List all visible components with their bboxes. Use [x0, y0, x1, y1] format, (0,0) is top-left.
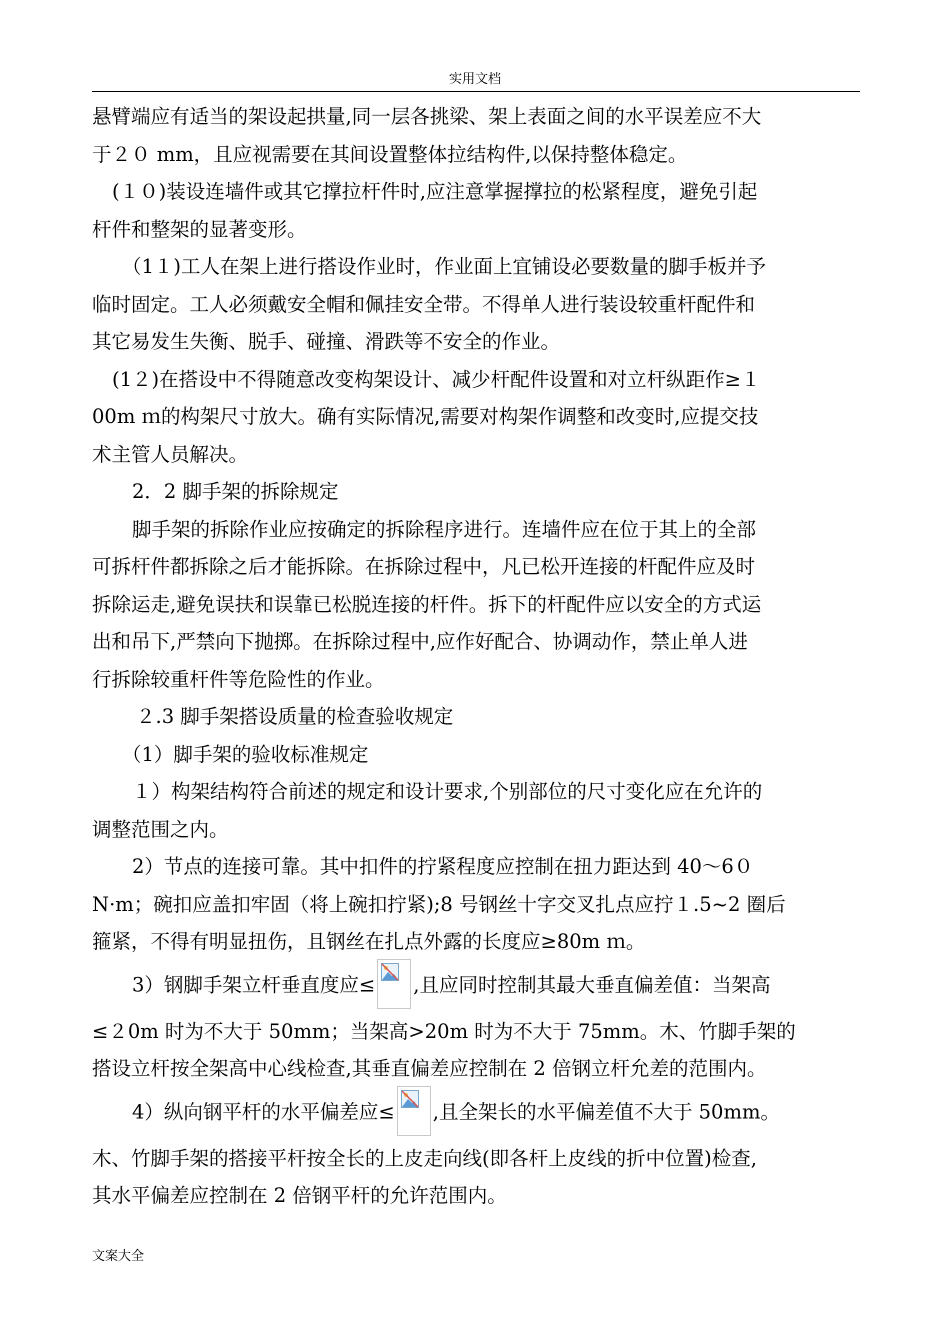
page-footer: 文案大全	[92, 1249, 145, 1264]
text-line-with-formula	[92, 961, 862, 1013]
page-header: 实用文档	[448, 72, 501, 87]
text-line: 于２０ mm，且应视需要在其间设置整体拉结构件,以保持整体稳定。	[92, 142, 688, 166]
text-line: 拆除运走,避免误扶和误靠已松脱连接的杆件。拆下的杆配件应以安全的方式运	[92, 592, 762, 616]
text-line: 悬臂端应有适当的架设起拱量,同一层各挑梁、架上表面之间的水平误差应不大	[92, 105, 762, 128]
text-line: 搭设立杆按全架高中心线检查,其垂直偏差应控制在 2 倍钢立杆允差的范围内。	[92, 1057, 767, 1080]
header-divider	[92, 91, 860, 92]
text-line: N·m；碗扣应盖扣牢固（将上碗扣拧紧);8 号钢丝十字交叉扎点应拧１.5~2 圈后	[92, 892, 786, 916]
section-heading: 2．2 脚手架的拆除规定	[132, 480, 339, 503]
section-heading: ２.3 脚手架搭设质量的检查验收规定	[136, 705, 454, 728]
text-segment: ,且全架长的水平偏差值不大于 50mm。	[432, 1100, 780, 1123]
text-segment: ,且应同时控制其最大垂直偏差值：当架高	[413, 973, 771, 996]
text-line: 出和吊下,严禁向下抛掷。在拆除过程中,应作好配合、协调动作，禁止单人进	[92, 630, 748, 653]
text-line: （1１)工人在架上进行搭设作业时，作业面上宜铺设必要数量的脚手板并予	[122, 255, 767, 278]
text-line: 杆件和整架的显著变形。	[92, 217, 307, 241]
text-line: 木、竹脚手架的搭接平杆按全长的上皮走向线(即各杆上皮线的折中位置)检查,	[92, 1146, 757, 1170]
formula-image-placeholder-icon	[377, 959, 411, 1009]
text-line: ≤２0m 时为不大于 50mm；当架高>20m 时为不大于 75mm。木、竹脚手架的	[92, 1019, 796, 1043]
document-body	[92, 98, 862, 1215]
text-line-with-formula	[92, 1088, 862, 1140]
subsection-heading: （1）脚手架的验收标准规定	[122, 742, 369, 766]
text-line: 箍紧，不得有明显扭伤，且钢丝在扎点外露的长度应≥80m ｍ。	[92, 930, 646, 953]
text-line: １）构架结构符合前述的规定和设计要求,个别部位的尺寸变化应在允许的	[132, 780, 763, 803]
text-line: 2）节点的连接可靠。其中扣件的拧紧程度应控制在扭力距达到 40～6０	[132, 855, 754, 878]
text-line: 可拆杆件都拆除之后才能拆除。在拆除过程中，凡已松开连接的杆配件应及时	[92, 555, 756, 578]
text-segment: 4）纵向钢平杆的水平偏差应≤	[132, 1100, 395, 1123]
text-line: 调整范围之内。	[92, 817, 229, 841]
text-line: 行拆除较重杆件等危险性的作业。	[92, 667, 385, 691]
text-line: 临时固定。工人必须戴安全帽和佩挂安全带。不得单人进行装设较重杆配件和	[92, 292, 756, 316]
text-line: 00m ｍ的构架尺寸放大。确有实际情况,需要对构架作调整和改变时,应提交技	[92, 405, 759, 428]
text-line: 术主管人员解决。	[92, 442, 249, 466]
formula-image-placeholder-icon	[397, 1086, 431, 1136]
text-line: (1２)在搭设中不得随意改变构架设计、减少杆配件设置和对立杆纵距作≥１	[112, 367, 761, 391]
text-line: 其它易发生失衡、脱手、碰撞、滑跌等不安全的作业。	[92, 330, 561, 353]
text-line: (１０)装设连墙件或其它撑拉杆件时,应注意掌握撑拉的松紧程度，避免引起	[112, 180, 758, 203]
text-line: 脚手架的拆除作业应按确定的拆除程序进行。连墙件应在位于其上的全部	[132, 517, 757, 541]
text-line: 其水平偏差应控制在 2 倍钢平杆的允许范围内。	[92, 1184, 507, 1207]
text-segment: 3）钢脚手架立杆垂直度应≤	[132, 973, 376, 996]
